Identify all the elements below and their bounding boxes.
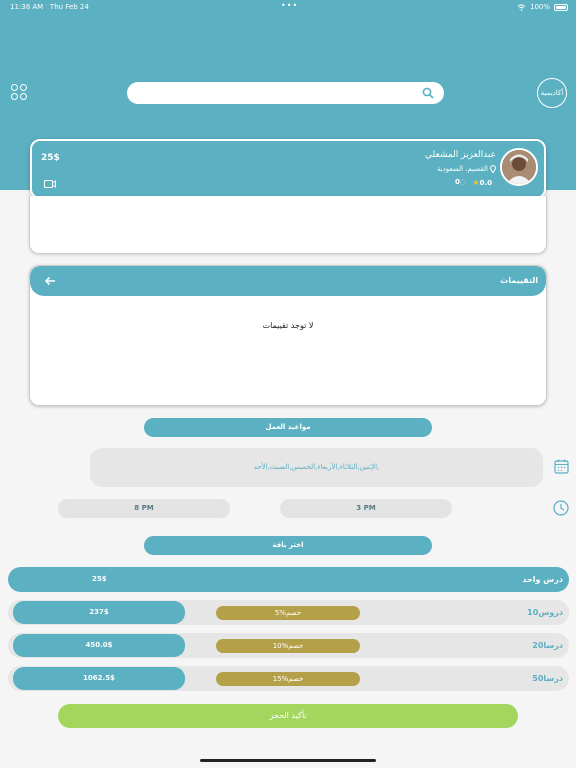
app-logo[interactable]: أكاديمية: [537, 78, 567, 108]
comment-icon: ◌: [459, 178, 466, 186]
package-option[interactable]: [8, 633, 569, 658]
star-icon: ★: [472, 178, 480, 187]
teacher-card[interactable]: [30, 139, 546, 199]
battery-percent: 100%: [529, 3, 550, 11]
status-right: [517, 3, 568, 11]
search-input[interactable]: [127, 82, 444, 104]
search-icon[interactable]: [422, 87, 434, 99]
teacher-location: [437, 165, 496, 173]
teacher-price: 25$: [41, 153, 60, 163]
status-bar: [0, 0, 576, 14]
package-price: 25$: [92, 575, 107, 583]
teacher-name: عبدالعزيز المشعلي: [425, 150, 496, 160]
home-indicator[interactable]: [200, 759, 376, 762]
package-option[interactable]: [8, 600, 569, 625]
reviews-card: [29, 265, 547, 406]
package-price: 1062.5$: [13, 667, 185, 690]
arrow-left-icon[interactable]: [44, 275, 56, 287]
discount-badge: 10%خصم: [216, 639, 360, 653]
time-to: 8 PM: [58, 499, 230, 518]
confirm-booking-button[interactable]: تأكيد الحجز: [58, 704, 518, 728]
package-option[interactable]: [8, 567, 569, 592]
package-label: 50درسا: [532, 674, 563, 683]
package-label: درس واحد: [522, 575, 563, 584]
multitask-dots[interactable]: •••: [281, 1, 299, 10]
reviews-count: 0◌: [455, 178, 466, 186]
location-pin-icon: [490, 165, 496, 173]
menu-grid-icon[interactable]: [11, 84, 28, 101]
calendar-icon: [554, 459, 569, 474]
clock-icon: [553, 500, 569, 516]
discount-badge: 5%خصم: [216, 606, 360, 620]
package-price: 450.0$: [13, 634, 185, 657]
wifi-icon: [517, 4, 526, 11]
time-from: 3 PM: [280, 499, 452, 518]
choose-package-header: اختر باقة: [144, 536, 432, 555]
status-time: 11:38 AM Thu Feb 24: [10, 3, 89, 11]
teacher-rating: ★0.0: [472, 178, 492, 187]
working-days: الإثنين,الثلاثاء,الأربعاء,الخميس,السبت,الأحد,: [90, 448, 543, 487]
reviews-header: [30, 266, 546, 296]
package-label: 10دروس: [527, 608, 563, 617]
avatar-image: [502, 150, 536, 184]
working-hours-header: مواعيد العمل: [144, 418, 432, 437]
package-price: 237$: [13, 601, 185, 624]
video-icon[interactable]: [44, 180, 56, 188]
location-text: القصيم، السعودية: [436, 165, 488, 173]
battery-icon: [554, 4, 568, 11]
no-reviews-text: لا توجد تقييمات: [262, 321, 314, 330]
bio-card: [29, 196, 547, 254]
discount-badge: 15%خصم: [216, 672, 360, 686]
package-option[interactable]: [8, 666, 569, 691]
avatar[interactable]: [500, 148, 538, 186]
package-label: 20درسا: [532, 641, 563, 650]
reviews-title: التقييمات: [500, 276, 538, 285]
